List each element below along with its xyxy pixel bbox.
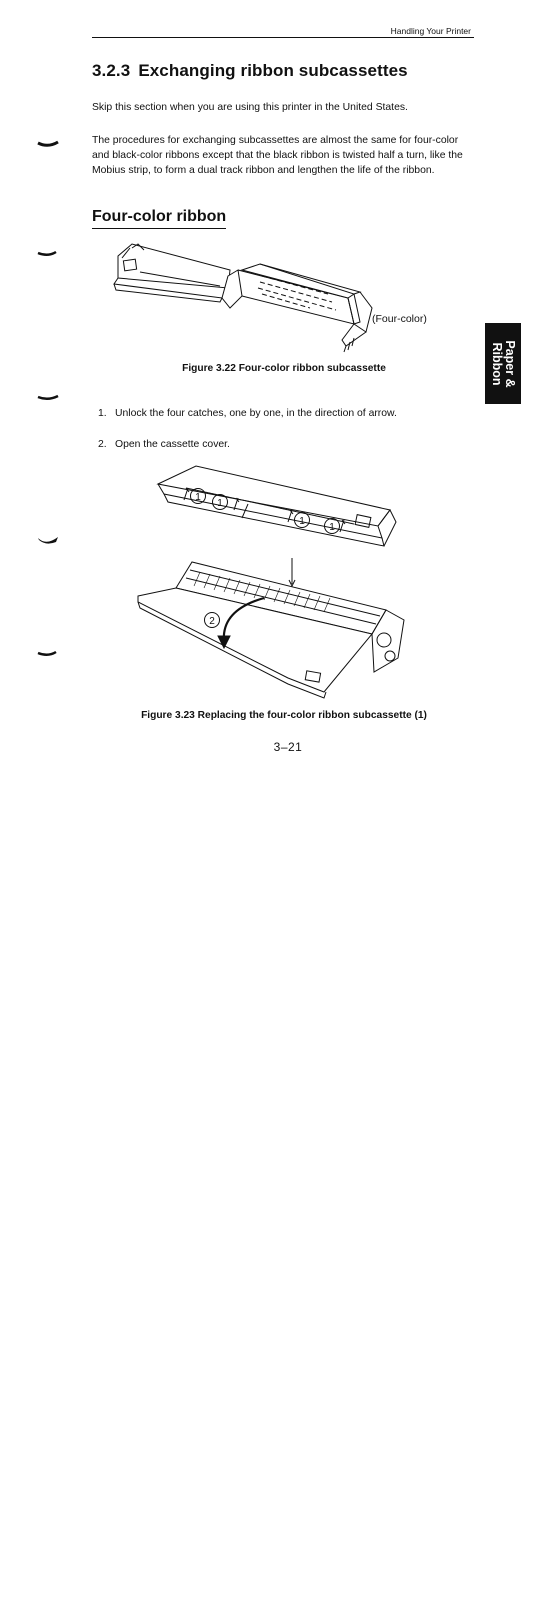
callout-1-b: 1 [217, 498, 223, 509]
figure-3-23-caption: Figure 3.23 Replacing the four-color ribbon subcassette (1) [141, 710, 427, 721]
step-1-number: 1. [98, 408, 107, 419]
step-2-text: Open the cassette cover. [115, 439, 230, 450]
four-color-label: (Four-color) [372, 313, 427, 325]
callout-1-a: 1 [195, 492, 201, 503]
step-1 [98, 408, 397, 419]
callout-2: 2 [209, 616, 215, 627]
callout-1-d: 1 [329, 522, 335, 533]
header-rule [92, 37, 474, 38]
side-tab-line-2: Ribbon [490, 341, 504, 386]
intro-text: Skip this section when you are using this printer in the United States. [92, 102, 408, 113]
four-color-ribbon-subcassette-illustration [110, 236, 446, 354]
subsection-title: Four-color ribbon [92, 208, 226, 229]
page-number: 3–21 [273, 740, 303, 754]
section-title [92, 61, 408, 81]
step-2 [98, 439, 230, 450]
section-number: 3.2.3 [92, 61, 131, 80]
body-paragraph: The procedures for exchanging subcassettes are almost the same for four-color and black-color ribbons except that the black ribbon is twisted half a turn, like the Mobius strip, to form a dual track ribbon and lengthen the life of the ribbon. [92, 135, 463, 176]
replacing-subcassette-illustration [128, 462, 414, 702]
side-tab-line-1: Paper & [503, 339, 517, 388]
callout-1-c: 1 [299, 516, 305, 527]
section-title-text: Exchanging ribbon subcassettes [138, 61, 408, 80]
step-2-number: 2. [98, 439, 107, 450]
margin-mark [36, 534, 60, 546]
side-tab-paper-ribbon [485, 323, 521, 404]
margin-mark [36, 650, 60, 658]
step-1-text: Unlock the four catches, one by one, in the direction of arrow. [115, 408, 397, 419]
figure-3-22-caption: Figure 3.22 Four-color ribbon subcassette [182, 363, 386, 374]
margin-mark [36, 250, 60, 258]
margin-mark [36, 394, 60, 402]
running-head: Handling Your Printer [390, 26, 471, 36]
margin-mark [36, 140, 60, 148]
